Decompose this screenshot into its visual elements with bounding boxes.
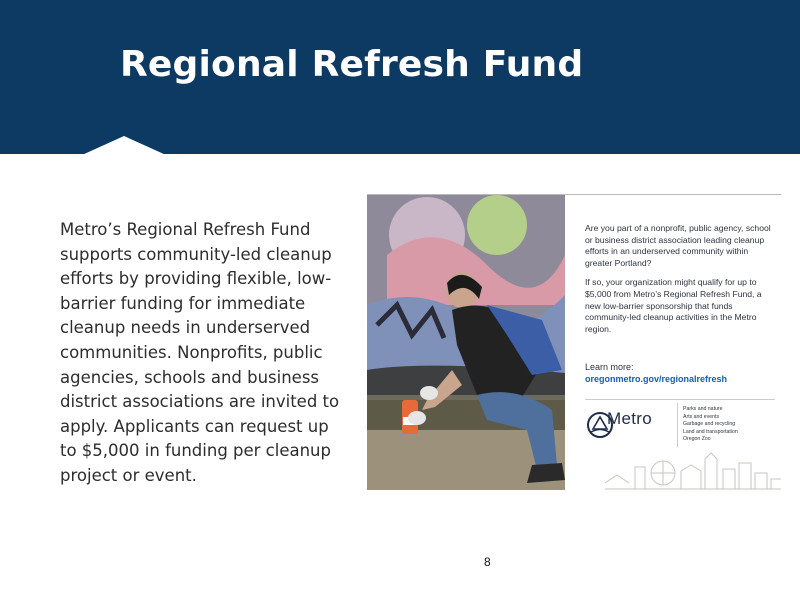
service-item: Oregon Zoo — [683, 436, 711, 442]
ad-question: Are you part of a nonprofit, public agency, school or business district association leading cleanup efforts in an underserved community within greater Portland? — [585, 223, 771, 268]
service-item: Parks and nature — [683, 406, 723, 412]
service-item: Land and transportation — [683, 428, 738, 435]
ad-qualify-text: If so, your organization might qualify for up to $5,000 from Metro’s Regional Refresh Fund, a new low-barrier sponsorship that funds community-led cleanup activities in the Metro region. — [585, 277, 762, 334]
regional-refresh-link[interactable]: oregonmetro.gov/regionalrefresh — [585, 374, 728, 384]
cleanup-volunteer-photo — [367, 195, 565, 490]
panel-divider — [585, 399, 775, 400]
ad-info-panel — [565, 195, 781, 490]
service-item: Garbage and recycling — [683, 421, 736, 427]
service-item: Arts and events — [683, 413, 720, 420]
banner-notch — [82, 136, 166, 155]
logo-separator — [677, 403, 678, 447]
metro-services-list — [683, 406, 738, 444]
metro-logo-text: Metro — [607, 409, 652, 428]
city-skyline-illustration — [605, 445, 781, 490]
slide-body-text: Metro’s Regional Refresh Fund supports community-led cleanup efforts by providing flexible, low-barrier funding for immediate cleanup needs in underserved communities. Nonprofits, public agencies, schools and business district associations are invited to apply. Applicants can request up to $5,000 in funding per cleanup project or event. — [60, 220, 340, 485]
ad-message — [585, 223, 775, 343]
slide-title: Regional Refresh Fund — [120, 44, 584, 85]
ad-image — [367, 194, 781, 490]
learn-more-label: Learn more: — [585, 362, 634, 372]
learn-more-block — [585, 361, 727, 385]
page-number: 8 — [484, 555, 491, 569]
